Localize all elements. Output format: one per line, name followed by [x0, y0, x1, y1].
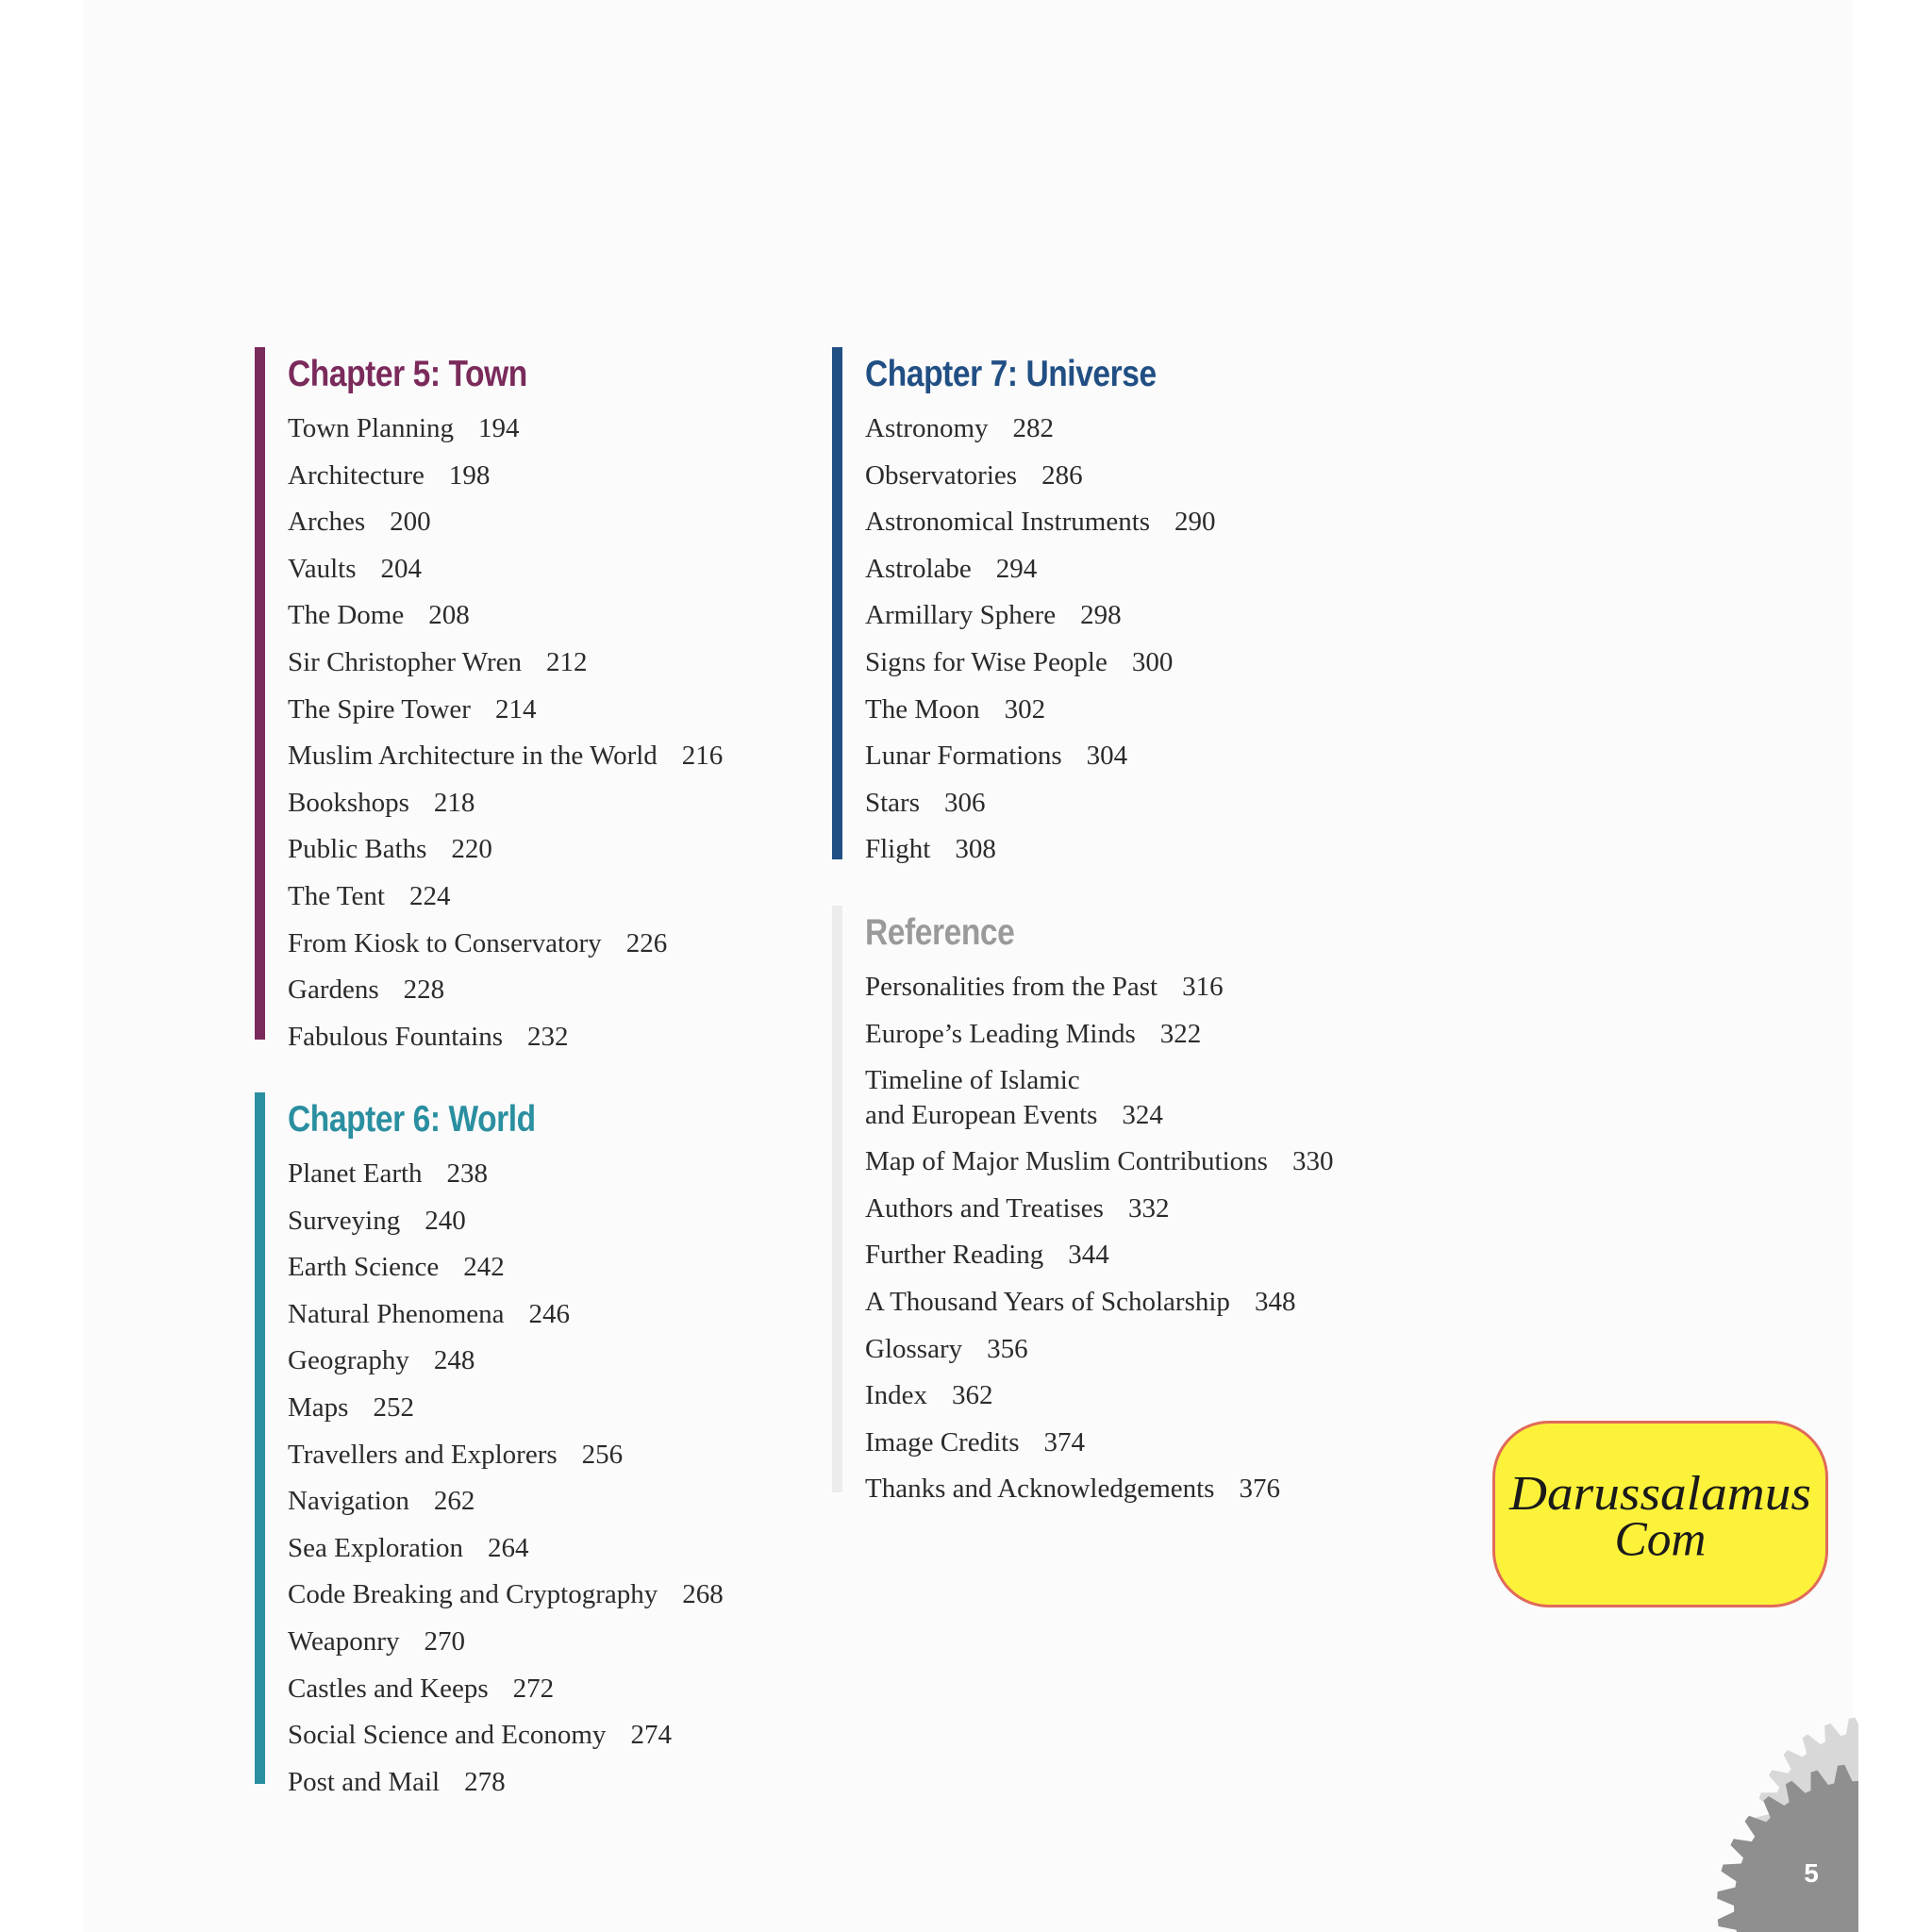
entry-page: 362	[952, 1380, 993, 1411]
toc-entry	[865, 1466, 1333, 1513]
entry-page: 294	[995, 553, 1038, 584]
toc-entry	[288, 1014, 723, 1061]
entry-page: 238	[446, 1158, 489, 1189]
chapter-5-heading: Chapter 5: Town	[288, 354, 527, 394]
entry-page: 216	[681, 741, 724, 772]
toc-entry	[865, 1139, 1333, 1186]
toc-entry	[288, 1385, 724, 1432]
entry-page: 302	[1004, 693, 1046, 724]
toc-entry	[288, 1338, 724, 1385]
toc-entry	[865, 826, 1216, 874]
gear-decoration	[1679, 1717, 1858, 1932]
watermark-line-1: Darussalamus	[1507, 1467, 1811, 1522]
toc-entry	[288, 1432, 724, 1479]
entry-title: Gardens	[288, 974, 379, 1006]
toc-entry	[865, 640, 1216, 687]
toc-entry	[865, 1373, 1333, 1420]
entry-page: 348	[1254, 1286, 1296, 1317]
entry-title: Thanks and Acknowledgements	[865, 1474, 1215, 1505]
entry-page: 264	[488, 1532, 529, 1563]
entry-page: 194	[478, 413, 520, 443]
toc-entry	[288, 592, 723, 640]
toc-entry	[865, 733, 1216, 780]
entry-page: 272	[512, 1673, 555, 1704]
toc-entry	[865, 499, 1216, 546]
chapter-7-heading: Chapter 7: Universe	[865, 354, 1157, 394]
entry-title: Surveying	[288, 1205, 401, 1236]
entry-title: Arches	[288, 507, 366, 538]
toc-entry	[288, 406, 723, 453]
entry-title: Muslim Architecture in the World	[288, 741, 658, 772]
entry-title: Vaults	[288, 553, 357, 584]
entry-title: Maps	[288, 1391, 349, 1423]
toc-entry	[865, 1326, 1333, 1374]
entry-title: Code Breaking and Cryptography	[288, 1579, 658, 1610]
toc-entry	[288, 546, 723, 593]
toc-entry	[865, 1279, 1333, 1326]
entry-title: Authors and Treatises	[865, 1192, 1104, 1224]
chapter-7-section	[832, 347, 1216, 865]
toc-entry	[865, 406, 1216, 453]
toc-entry	[865, 592, 1216, 640]
toc-entry	[288, 640, 723, 687]
watermark-badge	[1492, 1421, 1828, 1607]
entry-page: 356	[987, 1333, 1028, 1364]
entry-page: 204	[380, 553, 422, 584]
entry-page: 300	[1131, 646, 1174, 677]
entry-title: Europe’s Leading Minds	[865, 1018, 1136, 1049]
toc-entry	[288, 1151, 724, 1198]
entry-title: Stars	[865, 787, 920, 818]
toc-entry	[865, 964, 1333, 1011]
entry-page: 224	[408, 880, 451, 911]
toc-entry	[865, 1420, 1333, 1467]
entry-page: 308	[955, 834, 996, 865]
entry-page: 268	[682, 1579, 724, 1610]
entry-page: 330	[1291, 1146, 1334, 1177]
entry-title-line-1: Timeline of Islamic	[865, 1065, 1080, 1096]
entry-title: Astronomy	[865, 413, 989, 443]
entry-page: 278	[464, 1766, 506, 1797]
toc-entry	[288, 1712, 724, 1759]
entry-title: Earth Science	[288, 1252, 440, 1283]
toc-entry	[288, 874, 723, 921]
toc-entry	[865, 1011, 1333, 1058]
entry-title: Sir Christopher Wren	[288, 646, 522, 677]
toc-entry	[865, 1232, 1333, 1279]
page-number: 5	[1804, 1858, 1819, 1888]
entry-page: 240	[425, 1205, 466, 1236]
toc-entry	[865, 453, 1216, 500]
toc-entry	[288, 780, 723, 827]
entry-title: The Moon	[865, 693, 980, 724]
chapter-5-section	[255, 347, 724, 1052]
toc-entry	[865, 687, 1216, 734]
watermark-line-2: Com	[1614, 1512, 1707, 1567]
reference-section	[832, 906, 1334, 1505]
entry-page: 262	[433, 1486, 475, 1517]
toc-entry	[865, 780, 1216, 827]
entry-title: Index	[865, 1380, 928, 1411]
entry-title: Weaponry	[288, 1625, 400, 1657]
chapter-6-heading: Chapter 6: World	[288, 1099, 536, 1140]
entry-page: 208	[428, 600, 470, 631]
entry-page: 200	[390, 507, 431, 538]
entry-title: The Dome	[288, 600, 405, 631]
entry-page: 214	[494, 693, 537, 724]
entry-title: Further Reading	[865, 1240, 1044, 1271]
entry-page: 286	[1041, 459, 1083, 491]
entry-title: Public Baths	[288, 834, 427, 865]
entry-title: Glossary	[865, 1333, 963, 1364]
entry-page: 306	[944, 787, 986, 818]
toc-entry	[865, 1058, 1333, 1139]
entry-page: 220	[451, 834, 492, 865]
toc-entry	[288, 687, 723, 734]
entry-page: 256	[581, 1439, 624, 1470]
entry-page: 304	[1086, 741, 1128, 772]
toc-entry	[288, 921, 723, 968]
entry-title: Navigation	[288, 1486, 409, 1517]
entry-title: Flight	[865, 834, 931, 865]
toc-entry	[288, 453, 723, 500]
gear-front-shape	[1717, 1764, 1858, 1932]
entry-title-line-2: and European Events	[865, 1100, 1098, 1131]
entry-title: Lunar Formations	[865, 741, 1062, 772]
entry-title: Map of Major Muslim Contributions	[865, 1146, 1268, 1177]
entry-title: Bookshops	[288, 787, 409, 818]
entry-title: Observatories	[865, 459, 1018, 491]
chapter-6-section	[255, 1092, 724, 1797]
toc-entry	[865, 546, 1216, 593]
entry-title: Signs for Wise People	[865, 646, 1108, 677]
entry-title: A Thousand Years of Scholarship	[865, 1286, 1230, 1317]
toc-entry	[288, 1759, 724, 1807]
toc-entry	[865, 1186, 1333, 1233]
entry-title: Fabulous Fountains	[288, 1021, 503, 1052]
entry-page: 322	[1159, 1018, 1202, 1049]
entry-title: The Spire Tower	[288, 693, 471, 724]
entry-page: 298	[1080, 600, 1122, 631]
entry-page: 316	[1182, 972, 1224, 1002]
entry-page: 332	[1127, 1192, 1170, 1224]
entry-title: Travellers and Explorers	[288, 1439, 558, 1470]
entry-page: 282	[1012, 413, 1054, 443]
entry-page: 226	[625, 927, 668, 958]
entry-title: Social Science and Economy	[288, 1720, 607, 1751]
entry-page: 290	[1174, 507, 1216, 538]
toc-entry	[288, 1619, 724, 1666]
entry-page: 228	[403, 974, 445, 1006]
toc-entry	[288, 826, 723, 874]
entry-title: Post and Mail	[288, 1766, 441, 1797]
gear-icon	[1679, 1717, 1858, 1932]
entry-title: Town Planning	[288, 413, 454, 443]
toc-entry	[288, 1666, 724, 1713]
entry-title: The Tent	[288, 880, 385, 911]
toc-entry	[288, 1525, 724, 1573]
entry-page: 344	[1068, 1240, 1109, 1271]
entry-title: Planet Earth	[288, 1158, 423, 1189]
entry-page: 274	[630, 1720, 672, 1751]
entry-page: 212	[546, 646, 588, 677]
toc-entry	[288, 1198, 724, 1245]
entry-page: 242	[463, 1252, 505, 1283]
entry-page: 324	[1122, 1100, 1163, 1131]
entry-page: 374	[1043, 1426, 1085, 1457]
entry-page: 198	[448, 459, 491, 491]
entry-title: Astronomical Instruments	[865, 507, 1151, 538]
toc-entry	[288, 499, 723, 546]
entry-title: Natural Phenomena	[288, 1298, 505, 1329]
entry-title: Personalities from the Past	[865, 972, 1158, 1002]
entry-title: Image Credits	[865, 1426, 1020, 1457]
entry-title: Architecture	[288, 459, 425, 491]
toc-entry	[288, 733, 723, 780]
entry-page: 246	[528, 1298, 571, 1329]
toc-entry	[288, 1291, 724, 1339]
entry-title: Astrolabe	[865, 553, 972, 584]
toc-entry	[288, 1572, 724, 1619]
entry-title: Sea Exploration	[288, 1532, 464, 1563]
entry-page: 232	[527, 1021, 569, 1052]
entry-page: 248	[433, 1345, 475, 1376]
toc-entry	[288, 1244, 724, 1291]
entry-title: Geography	[288, 1345, 409, 1376]
entry-page: 252	[373, 1391, 414, 1423]
entry-title: Armillary Sphere	[865, 600, 1057, 631]
toc-entry	[288, 967, 723, 1014]
entry-title: Castles and Keeps	[288, 1673, 489, 1704]
entry-page: 270	[424, 1625, 465, 1657]
watermark-text	[1495, 1424, 1825, 1605]
entry-page: 218	[433, 787, 475, 818]
entry-title: From Kiosk to Conservatory	[288, 927, 602, 958]
reference-heading: Reference	[865, 912, 1015, 953]
entry-page: 376	[1239, 1474, 1280, 1505]
toc-entry	[288, 1478, 724, 1525]
